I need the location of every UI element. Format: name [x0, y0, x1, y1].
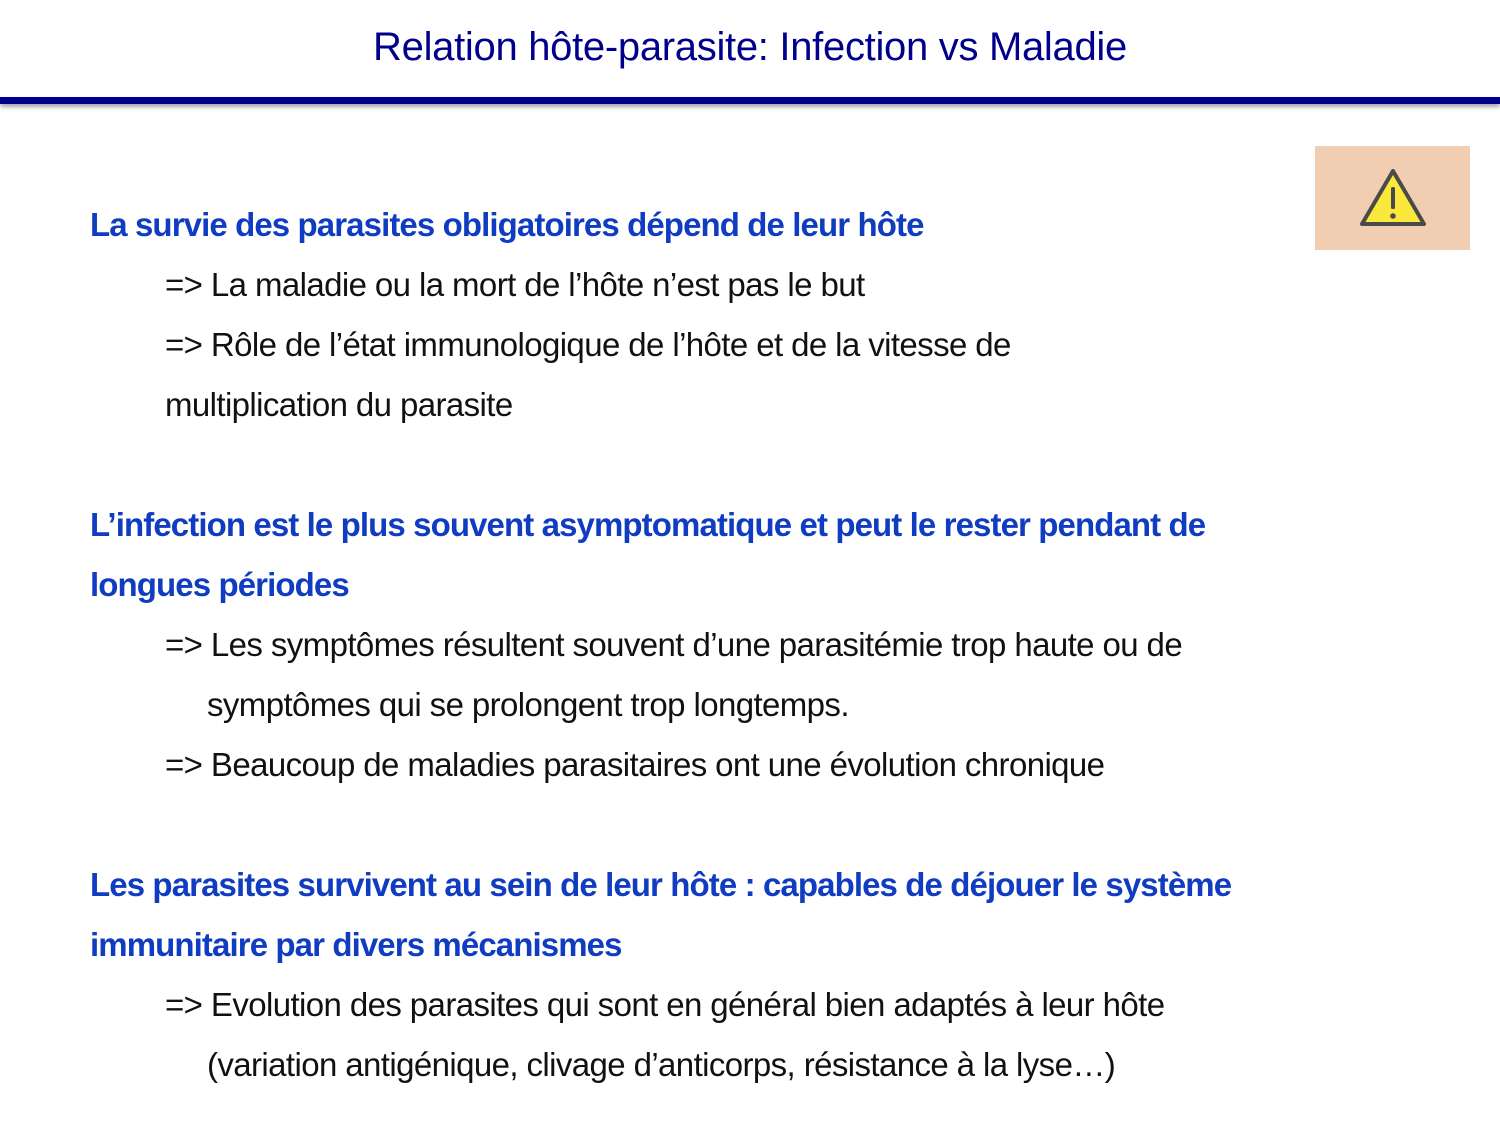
bullet-continuation: symptômes qui se prolongent trop longtemps.: [207, 686, 849, 723]
bullet-continuation: (variation antigénique, clivage d’anticorps, résistance à la lyse…): [207, 1046, 1116, 1083]
bullet-point: => Evolution des parasites qui sont en général bien adaptés à leur hôte: [165, 986, 1165, 1023]
section-spacer: [90, 795, 1430, 855]
bullet-continuation: multiplication du parasite: [165, 386, 513, 423]
section-asymptomatic-infection: [90, 495, 1430, 795]
section-heading: L’infection est le plus souvent asymptomatique et peut le rester pendant de: [90, 506, 1206, 543]
bullet-point: => Les symptômes résultent souvent d’une parasitémie trop haute ou de: [165, 626, 1183, 663]
bullet-point: => Beaucoup de maladies parasitaires ont une évolution chronique: [165, 746, 1105, 783]
section-heading-continuation: immunitaire par divers mécanismes: [90, 926, 622, 963]
section-heading-continuation: longues périodes: [90, 566, 349, 603]
title-divider: [0, 97, 1500, 104]
bullet-point: => La maladie ou la mort de l’hôte n’est pas le but: [165, 266, 865, 303]
section-heading: Les parasites survivent au sein de leur hôte : capables de déjouer le système: [90, 866, 1232, 903]
section-host-dependency: [90, 195, 1430, 435]
slide-title: Relation hôte-parasite: Infection vs Maladie: [373, 25, 1127, 69]
section-heading: La survie des parasites obligatoires dépend de leur hôte: [90, 206, 924, 243]
slide-body: [90, 195, 1430, 1095]
section-immune-evasion: [90, 855, 1430, 1095]
section-spacer: [90, 435, 1430, 495]
bullet-point: => Rôle de l’état immunologique de l’hôte et de la vitesse de: [165, 326, 1011, 363]
